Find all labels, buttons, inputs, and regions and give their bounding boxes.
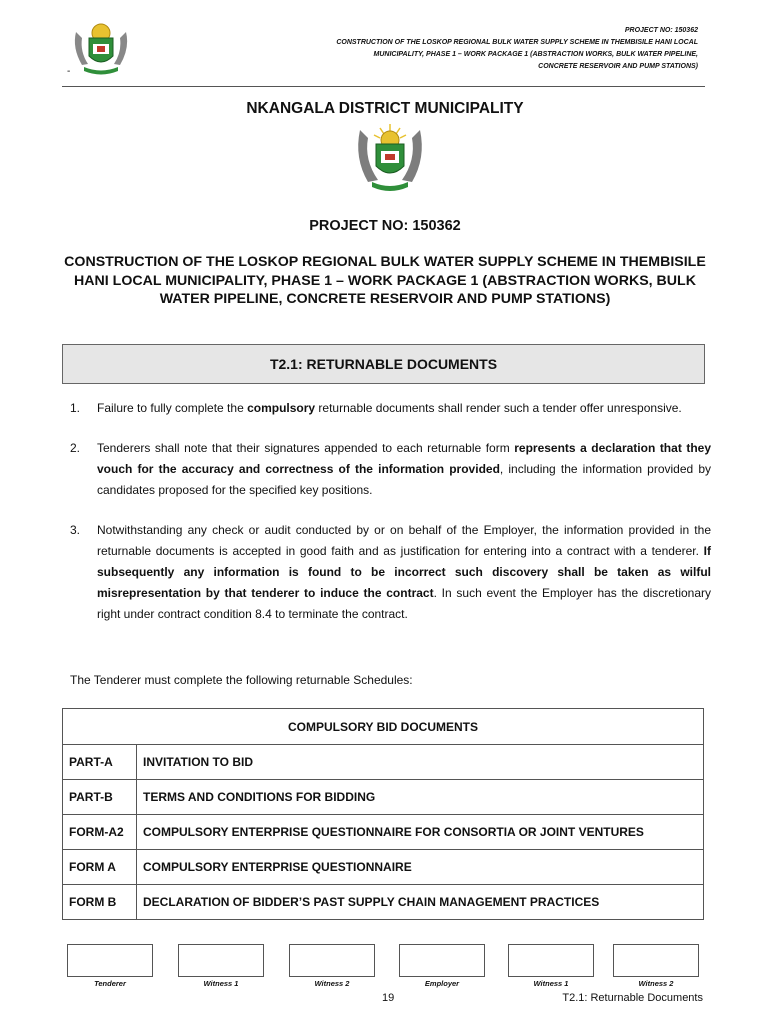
initial-box[interactable] <box>67 944 153 977</box>
doc-code: FORM B <box>63 885 137 920</box>
header-line: PROJECT NO: 150362 <box>624 27 698 34</box>
header-divider <box>62 86 705 87</box>
signature-block <box>399 944 485 988</box>
signature-label: Employer <box>424 979 460 988</box>
project-number: PROJECT NO: 150362 <box>309 218 461 234</box>
header-line: CONCRETE RESERVOIR AND PUMP STATIONS) <box>538 63 698 70</box>
clause-number: 1. <box>70 401 81 415</box>
doc-code: PART-B <box>63 780 137 815</box>
clause-segment: Failure to fully complete the <box>97 401 248 415</box>
clause-number: 2. <box>70 441 81 455</box>
header-line: CONSTRUCTION OF THE LOSKOP REGIONAL BULK WATER SUPPLY SCHEME IN THEMBISILE HANI LOCAL <box>336 39 698 46</box>
clause-segment: Notwithstanding any check or audit conducted by or on behalf of the Employer, the information provided in the returnable documents is accepted in good faith and as justification for entering into a contract with a tenderer. <box>97 523 711 558</box>
doc-description: DECLARATION OF BIDDER’S PAST SUPPLY CHAIN MANAGEMENT PRACTICES <box>137 885 704 920</box>
clause-segment: . In such event the Employer has the discretionary right under contract condition 8.4 to terminate the contract. <box>97 586 711 621</box>
initial-box[interactable] <box>613 944 699 977</box>
footer-section-name: T2.1: Returnable Documents <box>562 992 703 1004</box>
initial-box[interactable] <box>178 944 264 977</box>
signature-block <box>508 944 594 988</box>
table-header-row <box>63 709 704 745</box>
clause-list <box>70 398 711 644</box>
schedule-table <box>62 708 704 920</box>
running-header <box>260 25 698 73</box>
header-line: MUNICIPALITY, PHASE 1 – WORK PACKAGE 1 (ABSTRACTION WORKS, BULK WATER PIPELINE, <box>373 51 698 58</box>
doc-code: FORM-A2 <box>63 815 137 850</box>
table-row <box>63 850 704 885</box>
section-heading: T2.1: RETURNABLE DOCUMENTS <box>62 344 705 384</box>
clause-segment: returnable documents shall render such a tender offer unresponsive. <box>315 401 682 415</box>
project-subject: CONSTRUCTION OF THE LOSKOP REGIONAL BULK WATER SUPPLY SCHEME IN THEMBISILE HANI LOCAL MUNICIPALITY, PHASE 1 – WORK PACKAGE 1 (ABSTRACTION WORKS, BULK WATER PIPELINE, CONCRETE RESERVOIR AND PUMP STATIONS) <box>64 254 706 307</box>
signature-block <box>613 944 699 988</box>
page-title: NKANGALA DISTRICT MUNICIPALITY <box>246 100 524 117</box>
table-row <box>63 780 704 815</box>
signature-label: Witness 1 <box>203 979 239 988</box>
clause-segment: represents a declaration that they vouch for the accuracy and correctness of the information provided <box>97 441 711 476</box>
clause-text <box>97 520 711 625</box>
signature-label: Tenderer <box>94 979 126 988</box>
doc-code: FORM A <box>63 850 137 885</box>
clause-segment: If subsequently any information is found to be incorrect such discovery shall be taken as wilful misrepresentation by that tenderer to induce the contract <box>97 544 711 600</box>
clause-item <box>70 520 711 625</box>
table-heading: COMPULSORY BID DOCUMENTS <box>63 709 704 745</box>
clause-text <box>97 438 711 501</box>
table-row <box>63 815 704 850</box>
table-row <box>63 745 704 780</box>
clause-item <box>70 438 711 501</box>
signature-label: Witness 2 <box>638 979 674 988</box>
signature-block <box>67 944 153 988</box>
clause-segment: compulsory <box>247 401 316 415</box>
clause-segment: Tenderers shall note that their signatures appended to each returnable form <box>97 441 515 455</box>
initial-box[interactable] <box>399 944 485 977</box>
initial-box[interactable] <box>289 944 375 977</box>
signature-label: Witness 2 <box>314 979 350 988</box>
doc-description: TERMS AND CONDITIONS FOR BIDDING <box>137 780 704 815</box>
signature-block <box>289 944 375 988</box>
header-dash: - <box>67 66 71 77</box>
municipal-crest-small <box>62 20 140 78</box>
doc-description: COMPULSORY ENTERPRISE QUESTIONNAIRE FOR CONSORTIA OR JOINT VENTURES <box>137 815 704 850</box>
initial-box[interactable] <box>508 944 594 977</box>
signature-block <box>178 944 264 988</box>
schedule-intro: The Tenderer must complete the following returnable Schedules: <box>70 673 413 687</box>
doc-description: INVITATION TO BID <box>137 745 704 780</box>
clause-number: 3. <box>70 523 81 537</box>
signature-label: Witness 1 <box>533 979 569 988</box>
doc-code: PART-A <box>63 745 137 780</box>
clause-segment: , including the information provided by candidates proposed for the specified key positions. <box>97 462 711 497</box>
page-number: 19 <box>382 992 395 1004</box>
doc-description: COMPULSORY ENTERPRISE QUESTIONNAIRE <box>137 850 704 885</box>
municipal-crest <box>348 120 432 196</box>
clause-text <box>97 398 711 419</box>
table-row <box>63 885 704 920</box>
clause-item <box>70 398 711 419</box>
